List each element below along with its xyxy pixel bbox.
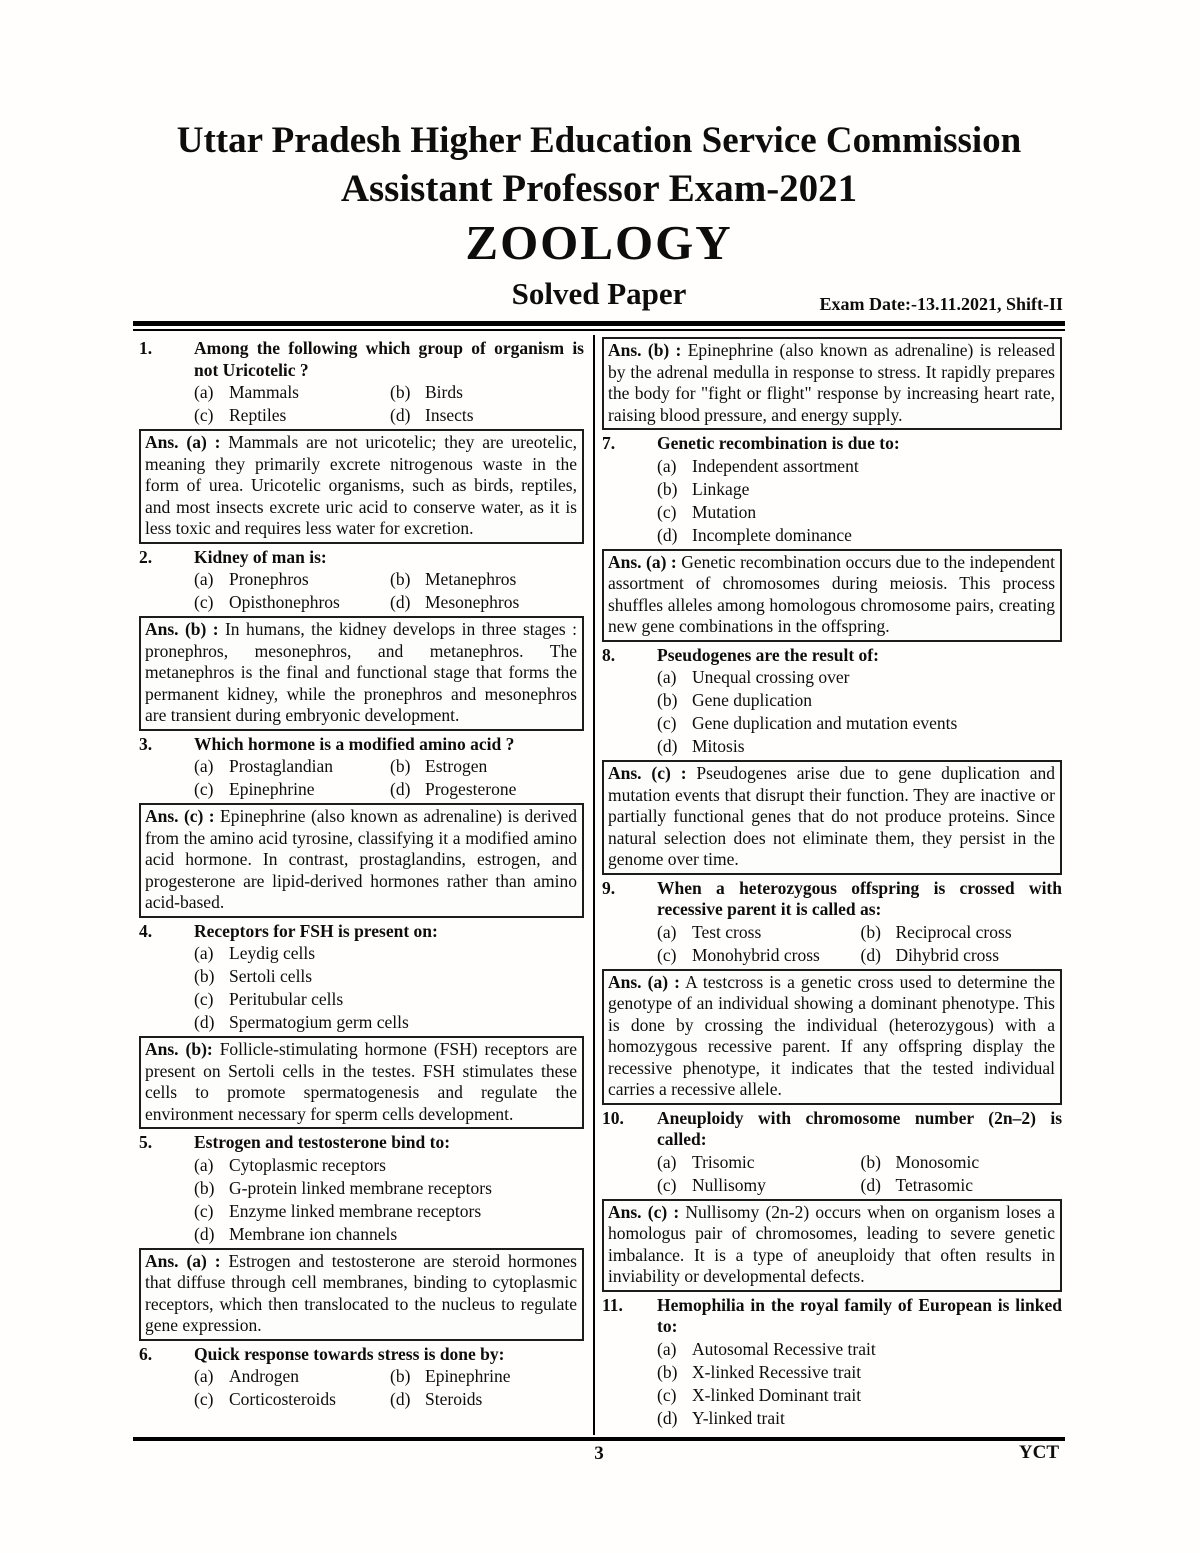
- option-label: (d): [194, 1012, 215, 1032]
- option-text: Reciprocal cross: [895, 921, 1012, 942]
- option-label: (b): [194, 1177, 215, 1198]
- option: [390, 381, 584, 404]
- question-options: [194, 1154, 584, 1246]
- footer: [133, 1437, 1065, 1467]
- option-text: Enzyme linked membrane receptors: [229, 1200, 482, 1221]
- column-left: [133, 335, 593, 1435]
- answer-box: [602, 1199, 1062, 1292]
- option: [390, 1365, 584, 1388]
- option-text: Pronephros: [229, 569, 309, 589]
- option-label: (c): [657, 713, 677, 733]
- answer-box: [139, 1036, 584, 1129]
- option-label: (c): [194, 1200, 214, 1221]
- question-options: [194, 381, 584, 427]
- question-header: [139, 734, 584, 756]
- question-text: When a heterozygous offspring is crossed with recessive parent it is called as:: [657, 877, 1062, 919]
- paper-type-title: Solved Paper: [511, 276, 687, 311]
- answer-text: Nullisomy (2n-2) occurs when on organism loses a homologus pair of chromosomes, leading to severe genetic imbalance. It is a type of aneuploidy that often results in inviability or developmental defects.: [608, 1201, 1056, 1286]
- question-options: [657, 455, 1062, 547]
- option-text: Autosomal Recessive trait: [692, 1338, 876, 1359]
- option: [194, 591, 388, 614]
- option: [657, 689, 1062, 712]
- option-text: Mammals: [229, 382, 299, 402]
- option-text: Mutation: [692, 501, 757, 522]
- option-text: X-linked Recessive trait: [692, 1361, 862, 1382]
- option: [657, 1384, 1062, 1407]
- answer-box: [602, 760, 1062, 875]
- answer-text: Genetic recombination occurs due to the independent assortment of chromosomes during meiosis. This process shuffles alleles among homologous chromosome pairs, creating new gene combinations in the offspring.: [608, 551, 1056, 636]
- option-label: (d): [194, 1223, 215, 1244]
- option-text: G-protein linked membrane receptors: [229, 1177, 492, 1198]
- option: [657, 944, 859, 967]
- option-label: (a): [657, 455, 677, 476]
- question-block: [139, 1344, 584, 1412]
- option-label: (d): [390, 592, 411, 612]
- answer-label: Ans. (a) :: [608, 551, 677, 572]
- question-block: [602, 645, 1062, 759]
- option-label: (d): [657, 1407, 678, 1428]
- option-label: (d): [657, 524, 678, 545]
- answer-text: In humans, the kidney develops in three stages : pronephros, mesonephros, and metanephros. The metanephros is the final and functional stage that forms the permanent kidney, while the pronephros and mesonephros are transient during embryonic development.: [145, 619, 578, 725]
- option: [657, 1338, 1062, 1361]
- option-label: (c): [194, 989, 214, 1009]
- answer-box: [139, 1248, 584, 1341]
- question-block: [602, 433, 1062, 547]
- option-text: Monohybrid cross: [692, 944, 820, 965]
- option: [194, 965, 584, 988]
- question-number: 4.: [139, 920, 153, 941]
- exam-date: Exam Date:-13.11.2021, Shift-II: [819, 293, 1063, 314]
- option-text: Spermatogium germ cells: [229, 1012, 409, 1032]
- option-label: (a): [657, 667, 677, 687]
- option-label: (a): [194, 1154, 214, 1175]
- option-text: Mesonephros: [425, 592, 520, 612]
- answer-label: Ans. (c) :: [608, 1201, 680, 1222]
- question-number: 11.: [602, 1294, 623, 1315]
- question-header: [139, 1132, 584, 1154]
- option-text: Dihybrid cross: [895, 944, 1000, 965]
- option: [390, 404, 584, 427]
- option-text: Steroids: [425, 1389, 483, 1409]
- option: [657, 455, 1062, 478]
- question-text: Estrogen and testosterone bind to:: [194, 1132, 451, 1152]
- option-text: Monosomic: [895, 1151, 980, 1172]
- option: [390, 755, 584, 778]
- question-options: [194, 1365, 584, 1411]
- question-number: 1.: [139, 338, 153, 358]
- option-text: Nullisomy: [692, 1174, 766, 1195]
- option-label: (b): [657, 1361, 678, 1382]
- option: [657, 735, 1062, 758]
- question-text: Pseudogenes are the result of:: [657, 644, 879, 665]
- question-block: [139, 921, 584, 1035]
- answer-text: Epinephrine (also known as adrenaline) is released by the adrenal medulla in response to stress. It rapidly prepares the body for "fight or flight" response by increasing heart rate, raising blood pressure, and energy supply.: [608, 340, 1055, 425]
- option-text: Y-linked trait: [692, 1407, 785, 1428]
- option-text: Metanephros: [425, 569, 517, 589]
- option-label: (b): [390, 382, 411, 402]
- page-number: 3: [594, 1443, 604, 1464]
- answer-box: [602, 969, 1062, 1105]
- answer-label: Ans. (a) :: [608, 971, 680, 992]
- answer-label: Ans. (a) :: [145, 1250, 221, 1271]
- question-header: [602, 433, 1062, 455]
- question-number: 10.: [602, 1107, 624, 1128]
- option-label: (c): [657, 501, 677, 522]
- option: [657, 524, 1062, 547]
- option-label: (c): [194, 405, 214, 425]
- option-text: Independent assortment: [692, 455, 859, 476]
- option-label: (b): [390, 1366, 411, 1386]
- answer-label: Ans. (a) :: [145, 432, 221, 452]
- option-label: (b): [657, 690, 678, 710]
- answer-box: [139, 803, 584, 918]
- option-label: (b): [194, 966, 215, 986]
- question-block: [139, 338, 584, 427]
- option-label: (c): [194, 1389, 214, 1409]
- option-text: Cytoplasmic receptors: [229, 1154, 386, 1175]
- option: [390, 591, 584, 614]
- option-label: (b): [657, 478, 678, 499]
- option-label: (c): [657, 944, 677, 965]
- question-options: [657, 1338, 1062, 1430]
- question-text: Hemophilia in the royal family of European is linked to:: [657, 1294, 1062, 1336]
- subject-title: ZOOLOGY: [465, 215, 733, 270]
- option-label: (a): [194, 943, 214, 963]
- question-header: [139, 921, 584, 943]
- option-text: Peritubular cells: [229, 989, 344, 1009]
- answer-label: Ans. (b):: [145, 1039, 213, 1059]
- question-options: [657, 921, 1062, 967]
- option: [194, 1223, 584, 1246]
- option: [194, 755, 388, 778]
- option-label: (d): [390, 779, 411, 799]
- option: [194, 1200, 584, 1223]
- option: [194, 1365, 388, 1388]
- question-options: [657, 666, 1062, 758]
- option-text: Estrogen: [425, 756, 488, 776]
- two-column-body: [133, 335, 1065, 1435]
- option-text: Linkage: [692, 478, 750, 499]
- option-text: Epinephrine: [425, 1366, 511, 1386]
- option-label: (d): [860, 944, 881, 965]
- option-text: Prostaglandian: [229, 756, 334, 776]
- option: [861, 921, 1063, 944]
- document-header: [133, 0, 1065, 331]
- option-text: Gene duplication: [692, 690, 813, 710]
- answer-label: Ans. (b) :: [608, 340, 682, 360]
- option-label: (a): [194, 1366, 214, 1386]
- paper-type-row: [133, 274, 1065, 316]
- question-number: 9.: [602, 877, 616, 898]
- option-text: Opisthonephros: [229, 592, 340, 612]
- option-label: (a): [194, 569, 214, 589]
- option-text: Incomplete dominance: [692, 524, 852, 545]
- answer-text: Mammals are not uricotelic; they are ureotelic, meaning they primarily excrete nitrogenous waste in the form of urea. Uricotelic organisms, such as birds, reptiles, and most insects excrete uric acid to conserve water, as it is less toxic and requires less water for excretion.: [145, 432, 577, 538]
- option: [194, 1011, 584, 1034]
- option-text: Epinephrine: [229, 779, 315, 799]
- option-label: (a): [194, 382, 214, 402]
- question-header: [139, 338, 584, 381]
- option: [657, 1151, 859, 1174]
- option-text: Androgen: [229, 1366, 299, 1386]
- question-header: [602, 645, 1062, 667]
- question-text: Among the following which group of organism is not Uricotelic ?: [194, 338, 584, 380]
- content: [133, 0, 1065, 1435]
- question-header: [139, 547, 584, 569]
- question-options: [194, 942, 584, 1034]
- question-text: Genetic recombination is due to:: [657, 433, 900, 453]
- question-block: [139, 1132, 584, 1246]
- option: [194, 778, 388, 801]
- answer-box: [139, 429, 584, 544]
- option: [194, 1177, 584, 1200]
- option: [194, 988, 584, 1011]
- question-text: Receptors for FSH is present on:: [194, 920, 438, 941]
- option-label: (b): [390, 756, 411, 776]
- question-block: [602, 878, 1062, 967]
- option: [657, 1174, 859, 1197]
- option-label: (c): [657, 1384, 677, 1405]
- question-options: [194, 755, 584, 801]
- option: [657, 666, 1062, 689]
- option: [861, 1174, 1063, 1197]
- option: [194, 1154, 584, 1177]
- option: [861, 944, 1063, 967]
- question-number: 5.: [139, 1132, 153, 1152]
- option-label: (a): [657, 1338, 677, 1359]
- option-text: Corticosteroids: [229, 1389, 336, 1409]
- option: [657, 921, 859, 944]
- option-label: (d): [390, 1389, 411, 1409]
- answer-label: Ans. (c) :: [608, 763, 687, 783]
- question-options: [194, 568, 584, 614]
- option: [194, 381, 388, 404]
- question-options: [657, 1151, 1062, 1197]
- option-text: Progesterone: [425, 779, 517, 799]
- option: [390, 568, 584, 591]
- answer-text: Pseudogenes arise due to gene duplication and mutation events that disrupt their function. They are inactive or partially functional genes that do not produce proteins. Since natural selection does not eliminate them, they persist in the genome over time.: [608, 763, 1055, 869]
- question-block: [139, 734, 584, 802]
- answer-box: [602, 337, 1062, 430]
- option-text: Trisomic: [692, 1151, 755, 1172]
- option: [657, 478, 1062, 501]
- option: [194, 568, 388, 591]
- question-text: Aneuploidy with chromosome number (2n–2) is called:: [657, 1107, 1062, 1149]
- option-text: Test cross: [692, 921, 762, 942]
- answer-box: [139, 616, 584, 731]
- option-label: (c): [657, 1174, 677, 1195]
- option-text: Membrane ion channels: [229, 1223, 398, 1244]
- header-rule: [133, 321, 1065, 331]
- answer-text: Follicle-stimulating hormone (FSH) receptors are present on Sertoli cells in the testes. FSH stimulates these cells to promote spermatogenesis and regulate the environment necessary for sperm cells development.: [145, 1039, 577, 1124]
- option-text: Reptiles: [229, 405, 287, 425]
- option: [390, 1388, 584, 1411]
- option-label: (b): [860, 1151, 881, 1172]
- option-label: (a): [657, 1151, 677, 1172]
- answer-text: Estrogen and testosterone are steroid hormones that diffuse through cell membranes, binding to cytoplasmic receptors, which then translocated to the nucleus to regulate gene expression.: [145, 1250, 577, 1335]
- question-block: [139, 547, 584, 615]
- question-block: [602, 1295, 1062, 1430]
- option-text: Gene duplication and mutation events: [692, 713, 958, 733]
- commission-title: Uttar Pradesh Higher Education Service Commission: [176, 120, 1022, 161]
- question-header: [602, 878, 1062, 921]
- option-text: Mitosis: [692, 736, 745, 756]
- option-text: Insects: [425, 405, 474, 425]
- question-text: Quick response towards stress is done by:: [194, 1343, 505, 1364]
- option: [657, 1361, 1062, 1384]
- question-block: [602, 1108, 1062, 1197]
- option: [194, 942, 584, 965]
- option: [657, 712, 1062, 735]
- question-number: 2.: [139, 546, 153, 567]
- option-label: (a): [657, 921, 677, 942]
- option: [657, 501, 1062, 524]
- exam-title: Assistant Professor Exam-2021: [340, 167, 858, 210]
- option-text: Leydig cells: [229, 943, 316, 963]
- question-header: [139, 1344, 584, 1366]
- answer-text: Epinephrine (also known as adrenaline) is derived from the amino acid tyrosine, classifying it a modified amino acid hormone. In contrast, prostaglandins, estrogen, and progesterone are lipid-derived hormones rather than amino acid-based.: [145, 806, 578, 912]
- option-label: (b): [860, 921, 881, 942]
- option-text: Birds: [425, 382, 463, 402]
- option-label: (a): [194, 756, 214, 776]
- question-number: 3.: [139, 733, 153, 754]
- option-text: Tetrasomic: [895, 1174, 973, 1195]
- question-number: 8.: [602, 644, 616, 665]
- question-header: [602, 1108, 1062, 1151]
- answer-label: Ans. (c) :: [145, 806, 215, 826]
- question-number: 6.: [139, 1343, 153, 1364]
- column-right: [595, 335, 1065, 1435]
- option-text: Sertoli cells: [229, 966, 313, 986]
- publisher-mark: YCT: [1018, 1442, 1059, 1463]
- option-label: (d): [657, 736, 678, 756]
- option-label: (d): [390, 405, 411, 425]
- question-number: 7.: [602, 433, 616, 453]
- option-text: X-linked Dominant trait: [692, 1384, 862, 1405]
- option: [861, 1151, 1063, 1174]
- option-label: (c): [194, 779, 214, 799]
- answer-label: Ans. (b) :: [145, 619, 219, 639]
- option-text: Unequal crossing over: [692, 667, 850, 687]
- option: [390, 778, 584, 801]
- option-label: (d): [860, 1174, 881, 1195]
- question-text: Which hormone is a modified amino acid ?: [194, 733, 515, 754]
- question-text: Kidney of man is:: [194, 546, 327, 567]
- option: [194, 1388, 388, 1411]
- option-label: (b): [390, 569, 411, 589]
- question-header: [602, 1295, 1062, 1338]
- option-label: (c): [194, 592, 214, 612]
- option: [657, 1407, 1062, 1430]
- answer-box: [602, 549, 1062, 642]
- answer-text: A testcross is a genetic cross used to determine the genotype of an individual showing a dominant phenotype. This is done by crossing the individual (heterozygous) with a homozygous recessive parent. If any offspring display the recessive phenotype, it indicates that the tested individual carries a recessive allele.: [608, 971, 1055, 1099]
- option: [194, 404, 388, 427]
